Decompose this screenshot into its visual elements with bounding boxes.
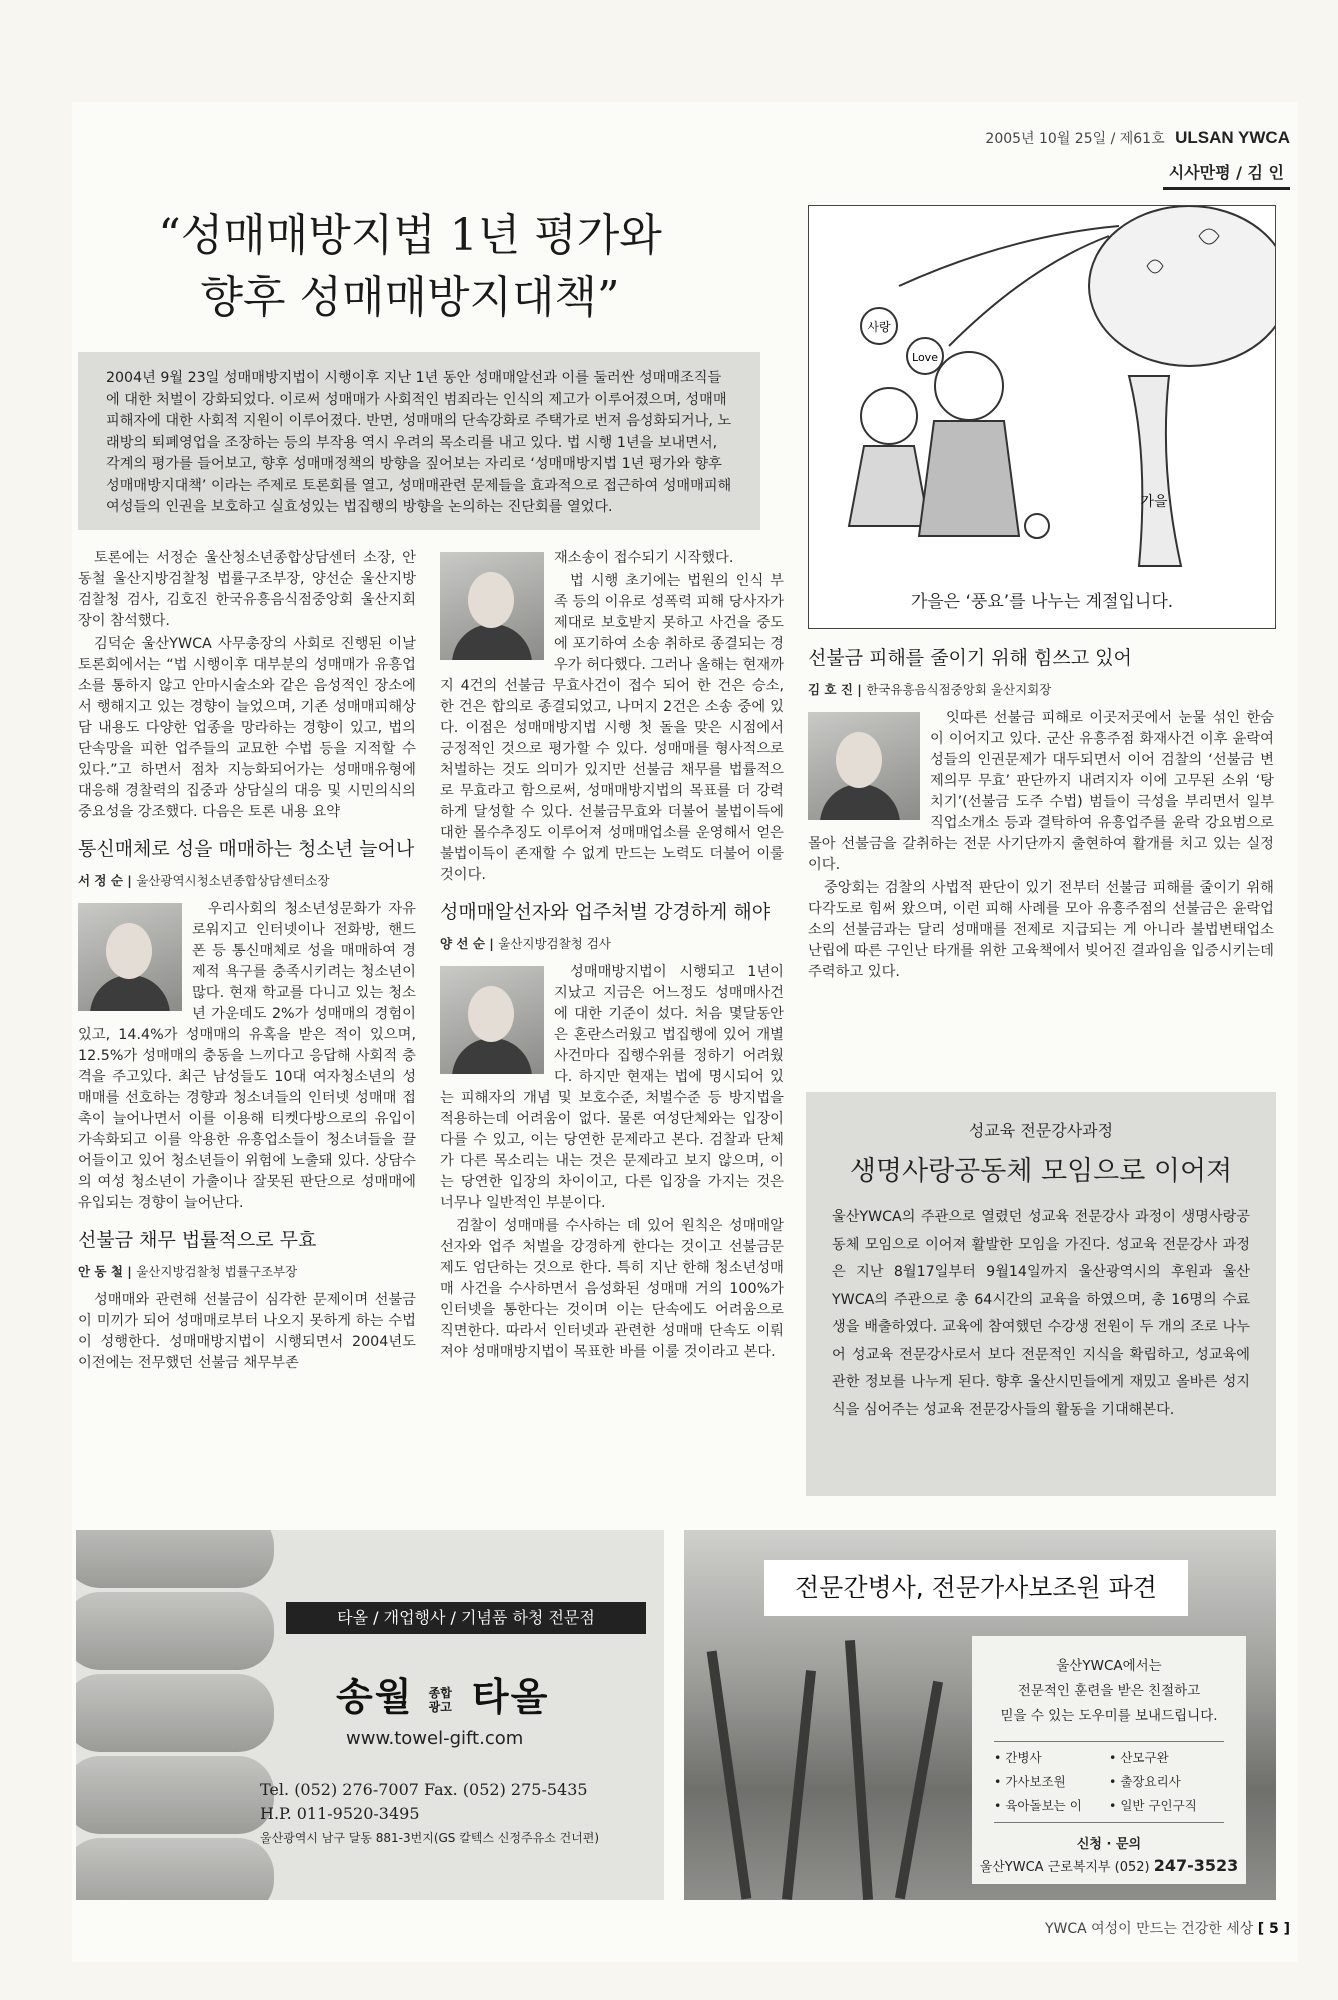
brand-name: ULSAN YWCA [1175,128,1290,147]
page-number: [ 5 ] [1257,1921,1290,1937]
speaker-photo [808,712,920,820]
cartoon-drawing [809,206,1275,586]
contact-number: 247-3523 [1153,1856,1239,1875]
service-item: • 산모구완 [1109,1750,1169,1765]
tree-image [707,1651,752,1900]
lead-box: 2004년 9월 23일 성매매방지법이 시행이후 지난 1년 동안 성매매알선과 이를 둘러싼 성매매조직들에 대한 처벌이 강화되었다. 이로써 성매매가 사회적인 범죄라는 인식의 제고가 이루어졌으며, 성매매피해자에 대한 사회적 지원이 이루어졌다. 반면, 성매매의 단속강화로 주택가로 번져 음성화되거나, 노래방의 퇴폐영업을 조장하는 등의 부작용 역시 우려의 목소리를 내고 있다. 법 시행 1년을 보내면서, 각계의 평가를 들어보고, 향후 성매매정책의 방향을 짚어보는 자리로 ‘성매매방지법 1년 평가와 향후 성매매방지대책’ 이라는 주제로 토론회를 열고, 성매매관련 문제들을 효과적으로 접근하여 성매매피해여성들의 인권을 보호하고 실효성있는 법집행의 방향을 논의하는 진단회를 열었다. [78,352,760,530]
section-text-3b: 검찰이 성매매를 수사하는 데 있어 원칙은 성매매알선자와 업주 처벌을 강경하게 한다는 것이고 선불금문제도 엄단하는 것으로 한다. 특히 지난 한해 청소년성매매 사건을 수사하면서 음성화된 성매매 거의 100%가 인터넷을 통한다는 것이며 이는 단속에도 어려움으로 직면한다. 따라서 인터넷과 관련한 성매매 단속도 이뤄져야 성매매방지법이 목표한 바를 이룰 것이라고 본다. [440,1218,784,1360]
notice-title: 생명사랑공동체 모임으로 이어져 [849,1156,1233,1187]
apple-tag-love: 사랑 [867,320,891,334]
column-1 [78,548,416,1376]
ad-address: 울산광역시 남구 달동 881-3번지(GS 칼텍스 신정주유소 건너편) [260,1831,600,1845]
ad-tagline: 타올 / 개업행사 / 기념품 하청 전문점 [286,1602,646,1634]
speaker-role: 울산광역시청소년종합상담센터소장 [136,873,330,888]
section-text-2c: 법 시행 초기에는 법원의 인식 부족 등의 이유로 성폭력 피해 당사자가 제대로 보호받지 못하고 사건을 중도에 포기하여 소송 취하로 종결되는 경우가 허다했다. 그러나 올해는 현재까지 4건의 선불금 무효사건이 접수 되어 한 건은 승소, 한 건은 합의로 종결되었고, 나머지 2건은 소송 중에 있다. 이점은 성매매방지법 시행 첫 돌을 맞은 시점에서 긍정적인 것으로 평가할 수 있다. 성매매를 형사적으로 처벌하는 것도 의미가 있지만 선불금 채무를 법률적으로 무효라고 함으로써, 성매매방지법의 목표를 더 강력하게 달성할 수 있다. 선불금무효와 더불어 불법이득에 대한 몰수추징도 이루어져 성매매업소를 운영해서 얻은 불법이득이 존재할 수 없게 만드는 노력도 더불어 이룰 것이다. [440,573,784,883]
section-label: 시사만평 / 김 인 [1163,158,1290,190]
speaker-photo [78,903,182,1011]
service-item: • 출장요리사 [1109,1774,1181,1789]
footer-text: YWCA 여성이 만드는 건강한 세상 [1044,1921,1254,1937]
service-item: • 일반 구인구직 [1109,1798,1197,1813]
girl-head [861,388,917,444]
column-2 [440,548,784,1365]
girl-body [849,446,929,526]
inquiry-label: 신청 · 문의 [1076,1837,1142,1852]
towel-image [76,1756,274,1834]
contact-label: 울산YWCA 근로복지부 (052) [979,1860,1150,1875]
section-heading-2: 선불금 채무 법률적으로 무효 [78,1229,317,1251]
headline-line-1: “성매매방지법 1년 평가와 [158,210,662,261]
care-ad-intro [972,1654,1246,1729]
ad-contact [260,1778,599,1850]
ad-tel: Tel. (052) 276-7007 Fax. (052) 275-5435 [260,1780,588,1799]
speaker-name: 양 선 순 [440,936,485,951]
page-header [985,128,1290,148]
section-heading-3: 성매매알선자와 업주처벌 강경하게 해야 [440,901,771,923]
section-heading-1: 통신매체로 성을 매매하는 청소년 늘어나 [78,838,415,860]
speaker-photo [440,966,544,1074]
intro-line-3: 믿을 수 있는 도우미를 보내드립니다. [1000,1708,1218,1724]
brand-small: 종합광고 [428,1685,452,1714]
speaker-name: 김 호 진 [808,682,853,697]
care-ad-title: 전문간병사, 전문가사보조원 파견 [764,1560,1188,1616]
intro-line-1: 울산YWCA에서는 [1056,1658,1162,1674]
intro-line-2: 전문적인 훈련을 받은 친절하고 [1017,1683,1201,1699]
brand-part-b: 타올 [471,1675,550,1719]
care-ad-panel [972,1636,1246,1884]
towel-image [76,1674,274,1752]
section-text-1: 우리사회의 청소년성문화가 자유로워지고 인터넷이나 전화방, 핸드폰 등 통신매체로 성을 매매하여 경제적 욕구를 충족시키려는 청소년이 많다. 현재 학교를 다니고 있는 청소년 가운데도 2%가 성매매의 경험이 있고, 14.4%가 성매매의 유혹을 받은 적이 있으며, 12.5%가 성매매의 충동을 느끼다고 응답해 사회적 충격을 주고있다. 최근 남성들도 10대 여자청소년의 성매매를 선호하는 경향과 청소녀들의 인터넷 성매매 접촉이 늘어나면서 이를 이용해 티켓다방으로의 유입이 가속화되고 이를 악용한 유흥업소들이 청소녀들을 끌어들이고 있어 청소년들이 위험에 노출돼 있다. 상담수의 여성 청소년이 가출이나 잘못된 판단으로 성매매에 유입되는 경향이 늘어난다. [78,901,416,1211]
speaker-role: 울산지방검찰청 법률구조부장 [136,1264,298,1279]
tree-image [845,1640,873,1900]
section-text-4b: 중앙회는 검찰의 사법적 판단이 있기 전부터 선불금 피해를 줄이기 위해 다각도로 힘써 왔으며, 이런 피해 사례를 모아 유흥주점의 선불금은 윤락업소의 선불금과는 달리 성매매를 전제로 지급되는 게 아니라 불법변태업소 난립에 따른 구인난 타개를 위한 고육책에서 빚어진 결과임을 입증시키는데 주력하고 있다. [808,880,1274,980]
apple-tag-love-en: Love [912,351,938,364]
man-body [919,421,1019,536]
brand-part-a: 송월 [336,1675,414,1719]
tree-image [782,1670,816,1900]
column-3 [808,640,1274,985]
section-text-2a: 성매매와 관련해 선불금이 심각한 문제이며 선불금이 미끼가 되어 성매매로부터 나오지 못하게 하는 수법이 성행한다. 성매매방지법이 시행되면서 2004년도 이전에는 전무했던 선불금 채무부존 [78,1292,416,1371]
season-cartoon [808,205,1276,629]
headline-line-2: 향후 성매매방지대책” [200,272,620,323]
issue-date: 2005년 10월 25일 / 제61호 [985,131,1165,147]
service-list [994,1741,1224,1823]
section-text-3: 성매매방지법이 시행되고 1년이 지났고 지금은 어느정도 성매매사건에 대한 기준이 섰다. 처음 몇달동안은 혼란스러웠고 법집행에 있어 개별사건마다 집행수위를 정하기 어려웠다. 하지만 현재는 법에 명시되어 있는 피해자의 개념 및 보호수준, 처벌수준 등 방지법을 적용하는데 어려움이 없다. 물론 여성단체와는 입장이 다를 수 있고, 이는 당연한 문제라고 본다. 검찰과 단체가 다른 목소리는 내는 것은 문제라고 보지 않으며, 이는 당연한 입장의 차이이고, 다른 입장을 가지는 것은 너무나 일반적인 부분이다. [440,964,784,1211]
notice-body: 울산YWCA의 주관으로 열렸던 성교육 전문강사 과정이 생명사랑공동체 모임으로 이어져 활발한 모임을 가진다. 성교육 전문강사 과정은 지난 8월17일부터 9월14일까지 울산광역시의 후원과 울산YWCA의 주관으로 총 64시간의 교육을 하였으며, 총 16명의 수료생을 배출하였다. 교육에 참여했던 수강생 전원이 두 개의 조로 나누어 성교육 전문강사로서 보다 전문적인 지식을 확립하고, 성교육에 관한 정보를 나누게 된다. 향후 울산시민들에게 재밌고 올바른 성지식을 심어주는 성교육 전문강사들의 활동을 기대해본다. [832,1209,1250,1418]
care-advertisement [684,1530,1276,1900]
towel-image [76,1838,274,1900]
section-heading-4: 선불금 피해를 줄이기 위해 힘쓰고 있어 [808,647,1132,669]
section-text-2b: 재소송이 접수되기 시작했다. [554,550,734,566]
byline-1: 서 정 순 | 울산광역시청소년종합상담센터소장 [78,873,330,888]
motion-line [899,226,1119,286]
notice-box [806,1092,1276,1496]
ad-url: www.towel-gift.com [346,1728,524,1749]
ad-brand [336,1666,549,1721]
article-headline [100,205,720,329]
byline-3: 양 선 순 | 울산지방검찰청 검사 [440,936,611,951]
towel-image [76,1530,274,1588]
speaker-photo [440,552,544,660]
page-footer [1045,1918,1290,1938]
cartoon-caption: 가을은 ‘풍요’를 나누는 계절입니다. [910,592,1174,612]
byline-4: 김 호 진 | 한국유흥음식점중앙회 울산지회장 [808,682,1052,697]
service-item: • 가사보조원 [994,1774,1066,1789]
tree-image [895,1681,943,1899]
motion-line [949,236,1109,346]
speaker-role: 울산지방검찰청 검사 [498,936,611,951]
towel-advertisement [76,1530,664,1900]
care-contact [972,1856,1246,1875]
trunk-label: 가을 [1140,494,1168,510]
notice-kicker: 성교육 전문강사과정 [968,1121,1114,1140]
man-head [935,352,1003,420]
byline-2: 안 동 철 | 울산지방검찰청 법률구조부장 [78,1264,298,1279]
apple-icon [1025,514,1049,538]
service-item: • 간병사 [994,1750,1042,1765]
tree-crown [1089,206,1275,366]
speaker-name: 안 동 철 [78,1264,123,1279]
section-text-4: 잇따른 선불금 피해로 이곳저곳에서 눈물 섞인 한숨이 이어지고 있다. 군산 유흥주점 화재사건 이후 윤락여성들의 인권문제가 대두되면서 이어 검찰의 ‘선불금 변제의무 무효’ 판단까지 내려지자 이에 고무된 소위 ‘탕치기’(선불금 도주 수법) 범들이 극성을 부리면서 일부 직업소개소 등과 결탁하여 유흥업주를 윤락 강요범으로 몰아 선불금을 갈취하는 전문 사기단까지 출현하여 활개를 치고 있는 실정이다. [808,710,1274,873]
service-item: • 육아돌보는 이 [994,1798,1082,1813]
towel-image [76,1592,274,1670]
speaker-role: 한국유흥음식점중앙회 울산지회장 [866,682,1052,697]
ad-hp: H.P. 011-9520-3495 [260,1804,420,1823]
speaker-name: 서 정 순 [78,873,123,888]
tree-trunk [1129,376,1181,566]
intro-paragraph-2: 김덕순 울산YWCA 사무총장의 사회로 진행된 이날 토론회에서는 “법 시행이후 대부분의 성매매가 유흥업소를 통하지 않고 안마시술소와 같은 음성적인 장소에서 행해지고 있는 경향이 늘었으며, 기존 성매매피해상담 내용도 다양한 업종을 망라하는 경향이 있고, 법의 단속망을 피한 업주들의 교묘한 수법 등을 지적할 수 있다.”고 하면서 점차 지능화되어가는 성매매유형에 대응해 경찰력의 집중과 상담실의 대응 및 시민의식의 중요성을 강조했다. 다음은 토론 내용 요약 [78,636,416,820]
intro-paragraph: 토론에는 서정순 울산청소년종합상담센터 소장, 안동철 울산지방검찰청 법률구조부장, 양선순 울산지방검찰청 검사, 김호진 한국유흥음식점중앙회 울산지회장이 참석했다. [78,550,416,629]
